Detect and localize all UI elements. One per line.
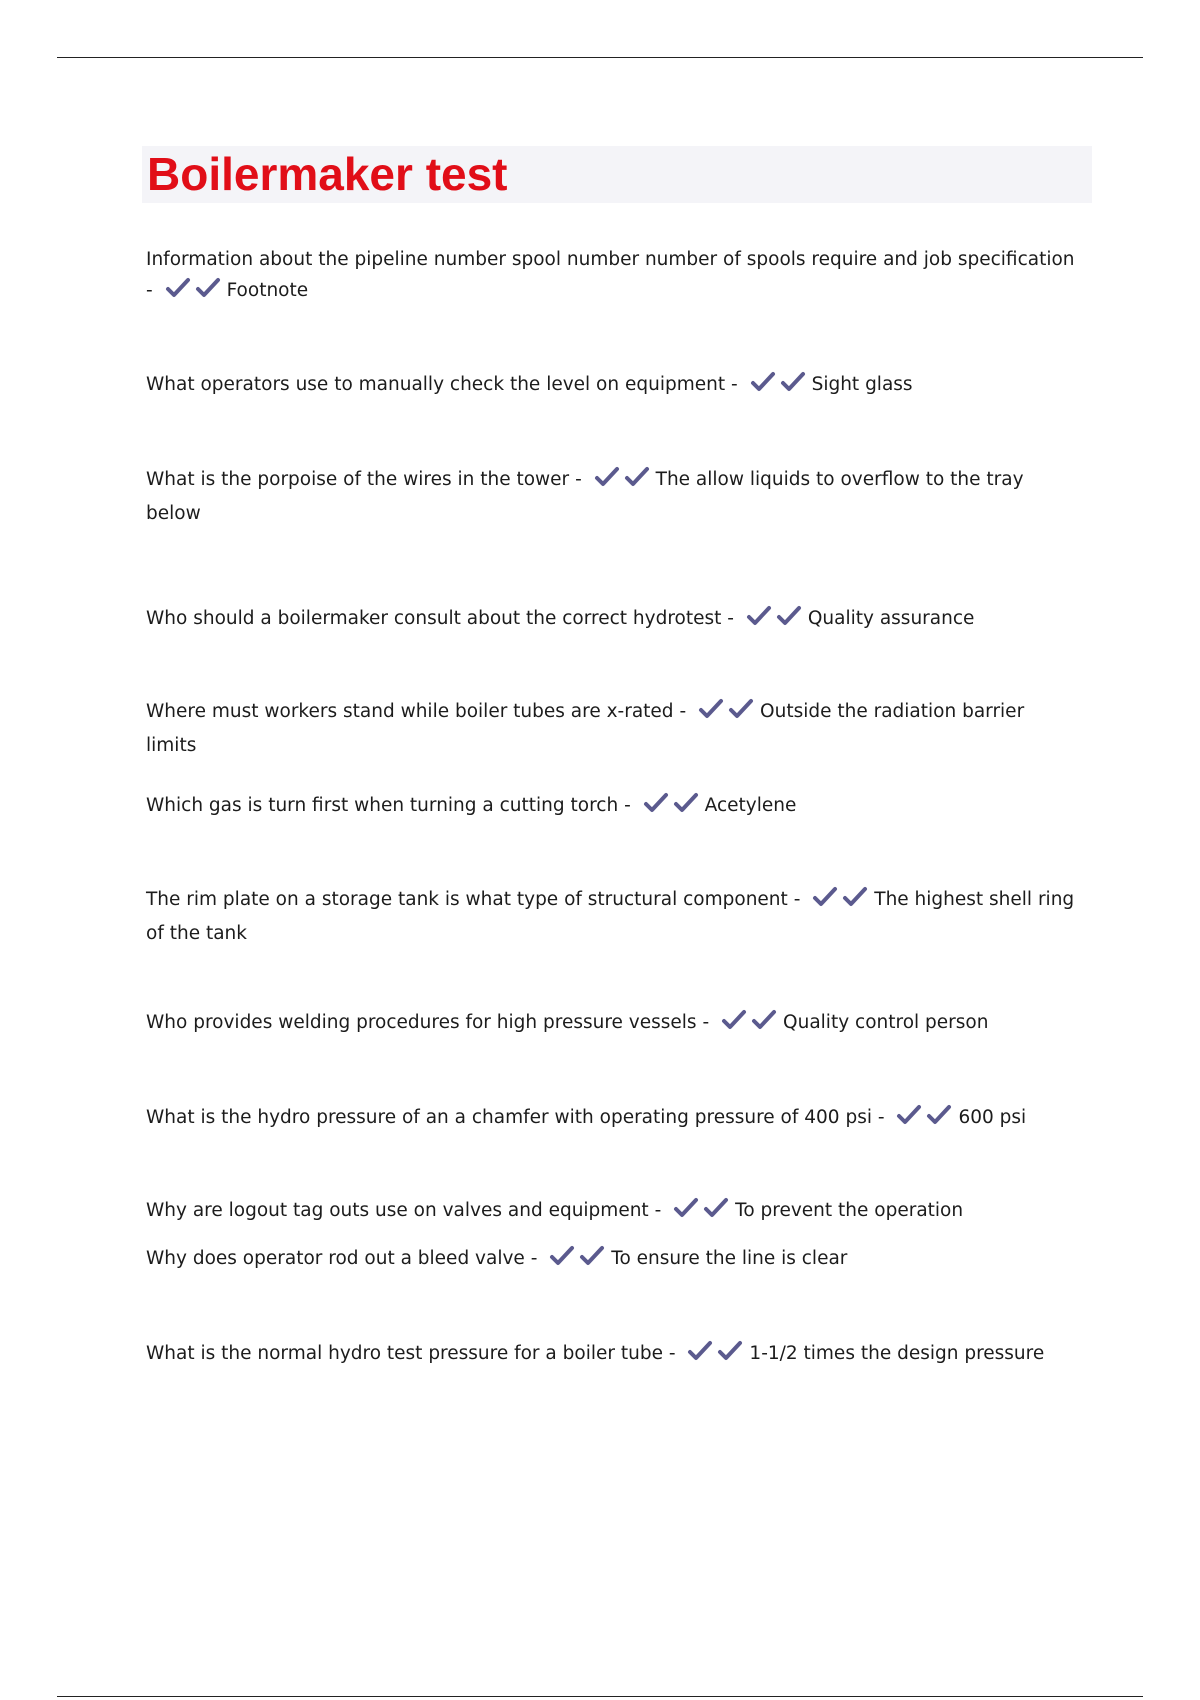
check-icon [776,605,802,627]
qa-item [146,790,1076,824]
question-text: What is the hydro pressure of an a chamfer with operating pressure of 400 psi [146,1107,872,1128]
qa-item [146,696,1076,761]
question-text: Information about the pipeline number spool number number of spools require and job specification [146,249,1075,270]
double-check-icon [673,1197,733,1229]
question-text: Where must workers stand while boiler tubes are x-rated [146,701,674,722]
check-icon [896,1104,922,1126]
qa-item [146,1102,1076,1136]
check-icon [717,1340,743,1362]
answer-text: Footnote [226,280,309,301]
answer-text: Quality control person [783,1012,989,1033]
question-text: Why does operator rod out a bleed valve [146,1248,525,1269]
separator: - [654,1200,662,1221]
check-icon [195,277,221,299]
check-icon [643,792,669,814]
separator: - [575,469,582,490]
check-icon [594,466,620,488]
answer-text: Acetylene [704,795,797,816]
check-icon [728,698,754,720]
qa-item [146,244,1076,309]
question-text: What is the porpoise of the wires in the tower [146,469,570,490]
double-check-icon [643,792,703,824]
separator: - [146,280,153,301]
separator: - [702,1012,710,1033]
question-text: What is the normal hydro test pressure for a boiler tube [146,1343,663,1364]
bottom-rule [57,1696,1143,1697]
check-icon [673,792,699,814]
double-check-icon [750,371,810,403]
check-icon [780,371,806,393]
answer-text: The highest shell ring of the tank [146,889,1075,944]
check-icon [812,886,838,908]
qa-item [146,1243,1076,1277]
qa-item [146,369,1076,403]
qa-item [146,884,1076,949]
answer-text: Outside the radiation barrier limits [146,701,1025,756]
qa-item [146,1338,1076,1372]
answer-text: To ensure the line is clear [611,1248,848,1269]
answer-text: 1-1/2 times the design pressure [749,1343,1045,1364]
check-icon [579,1245,605,1267]
question-text: The rim plate on a storage tank is what type of structural component [146,889,788,910]
double-check-icon [687,1340,747,1372]
question-text: Who should a boilermaker consult about the correct hydrotest [146,608,722,629]
check-icon [549,1245,575,1267]
check-icon [687,1340,713,1362]
check-icon [746,605,772,627]
double-check-icon [698,698,758,730]
check-icon [698,698,724,720]
top-rule [57,57,1143,58]
answer-text: Quality assurance [807,608,975,629]
answer-text: Sight glass [811,374,913,395]
answer-text: To prevent the operation [735,1200,964,1221]
question-text: Who provides welding procedures for high pressure vessels [146,1012,697,1033]
check-icon [842,886,868,908]
check-icon [703,1197,729,1219]
double-check-icon [721,1009,781,1041]
question-text: Which gas is turn first when turning a cutting torch [146,795,619,816]
qa-item [146,603,1076,637]
qa-item [146,464,1076,529]
separator: - [530,1248,538,1269]
double-check-icon [746,605,806,637]
separator: - [877,1107,885,1128]
double-check-icon [594,466,654,498]
answer-text: 600 psi [958,1107,1027,1128]
question-text: Why are logout tag outs use on valves and equipment [146,1200,649,1221]
check-icon [751,1009,777,1031]
qa-item [146,1195,1076,1229]
double-check-icon [812,886,872,918]
double-check-icon [896,1104,956,1136]
separator: - [793,889,801,910]
separator: - [731,374,738,395]
answer-text: The allow liquids to overflow to the tray below [146,469,1024,524]
check-icon [721,1009,747,1031]
separator: - [668,1343,676,1364]
check-icon [624,466,650,488]
double-check-icon [165,277,225,309]
check-icon [926,1104,952,1126]
question-text: What operators use to manually check the level on equipment [146,374,726,395]
document-title: Boilermaker test [147,148,508,200]
check-icon [673,1197,699,1219]
check-icon [750,371,776,393]
double-check-icon [549,1245,609,1277]
separator: - [727,608,734,629]
check-icon [165,277,191,299]
separator: - [679,701,687,722]
qa-item [146,1007,1076,1041]
separator: - [624,795,631,816]
